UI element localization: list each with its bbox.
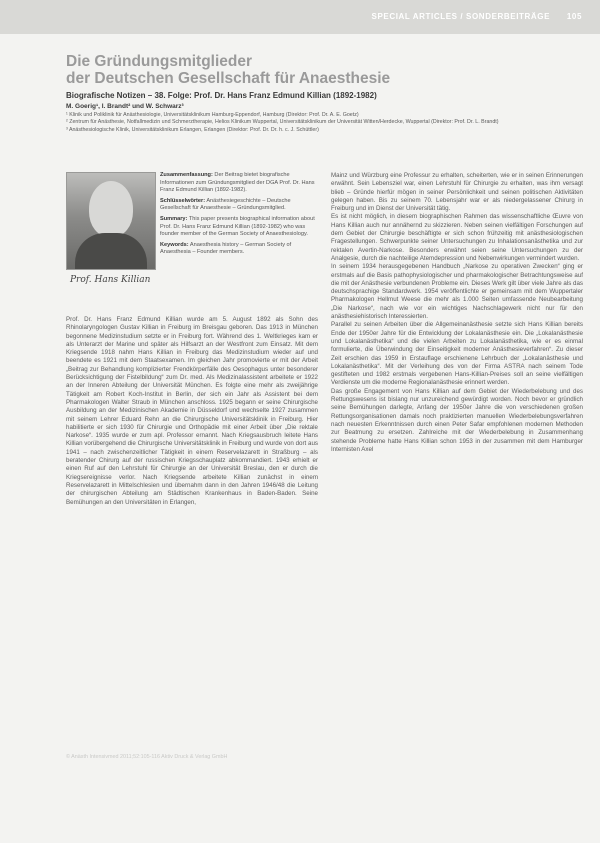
summary-label: Summary:	[160, 215, 188, 222]
title-line-2: der Deutschen Gesellschaft für Anaesthesie	[66, 70, 391, 87]
keywords	[160, 242, 320, 257]
keywords-label: Keywords:	[160, 241, 189, 248]
article-title	[66, 53, 390, 87]
portrait-photo	[66, 172, 156, 270]
body-paragraph: Das große Engagement von Hans Killian auf dem Gebiet der Wiederbelebung und des Rettungswesens ist bislang nur unzureichend gewürdigt worden. Noch bevor er gründlich seine Bemühungen darlegte, Anfang der 1950er Jahre die von verschiedenen großen Rettungsorganisationen damals noch praktizierten manuellen Wiederbelebungsverfahren nach neuesten Erkenntnissen durch einen Peter Safar empfohlenen modernen Methoden zur Beatmung zu ersetzen. Zahlreiche mit der Wiederbelebung in Zusammenhang stehende Probleme hatte Hans Killian schon 1953 in der zusammen mit dem Hamburger Internisten Axel	[331, 387, 583, 453]
title-line-1: Die Gründungsmitglieder	[66, 53, 253, 70]
zusammenfassung-text: Der Beitrag bietet biografische Informationen zum Gründungsmitglied der DGA Prof. Dr. Hans Franz Edmund Killian (1892-1982).	[160, 172, 315, 194]
zusammenfassung-label: Zusammenfassung:	[160, 172, 213, 178]
schluesselwoerter-text: Anästhesiegeschichte – Deutsche Gesellschaft für Anaesthesie – Gründungsmitglied.	[160, 197, 291, 212]
zusammenfassung	[160, 172, 320, 195]
body-paragraph: Es ist nicht möglich, in diesem biographischen Rahmen das wissenschaftliche Œuvre von Hans Killian auch nur annähernd zu skizzieren. Neben seinen vielfältigen Forschungen auf dem Gebiet der Chirurgie beschäftigte er sich schon frühzeitig mit anästhesiologischen Fragestellungen. Schwerpunkte seiner Untersuchungen zu Inhalationsanästhetika und zur rektalen Avertin-Narkose. Besonders erwähnt seien seine Untersuchungen zu der Analgesie, durch die nachteilige Atemdepression und Nebenwirkungen vermindert wurden.	[331, 213, 583, 262]
page-number: 105	[566, 12, 582, 21]
body-left-column	[66, 316, 318, 507]
summary-box	[160, 172, 320, 260]
section-label: SPECIAL ARTICLES / SONDERBEITRÄGE	[371, 12, 551, 21]
summary-en	[160, 216, 320, 239]
keywords-text: Anaesthesia history – German Society of Anaesthesia – Founder members.	[160, 241, 292, 256]
header-bar	[0, 0, 600, 34]
portrait-body-shape	[75, 233, 147, 269]
body-paragraph: Prof. Dr. Hans Franz Edmund Killian wurde am 5. August 1892 als Sohn des Rhinolaryngologen Gustav Killian in Freiburg im Breisgau geboren. Das 1913 in München begonnene Medizinstudium setzte er in Freiburg fort. Während des 1. Weltkrieges kam er als Unterarzt der Marine und später als Hilfsarzt an der Westfront zum Einsatz. Mit dem Kriegsende 1918 nahm Hans Killian in Freiburg das Medizinstudium wieder auf und beendete es 1921 mit dem Staatsexamen. Im gleichen Jahr promovierte er mit der Arbeit „Beitrag zur Behandlung komplizierter Frendkörperfälle des Oesophagus unter besonderer Berücksichtigung der Fistelbildung“ zum Dr. med. Als Medizinalassistent arbeitete er 1922 an der Inneren Abteilung der Universität München. Es folgte eine mehr als zweijährige Tätigkeit am Robert Koch-Institut in Berlin, der sich ein Jahr als Assistent bei dem Pharmakologen Walter Straub in München anschloss. 1925 begann er seine Chirurgische Ausbildung an der Medizinischen Akademie in Düsseldorf und wechselte 1927 zusammen mit seinem Lehrer Eduard Rehn an die Chirurgische Universitätsklinik in Freiburg. Hier habilitierte er sich 1930 für Chirurgie und Orthopädie mit einer Arbeit über „Die rektale Narkose“. 1935 wurde er zum apl. Professor ernannt. Nach Kriegsausbruch leitete Hans Killian vorübergehend die Chirurgische Universitätsklinik in Freiburg und wurde von dort aus 1941 – nach zwischenzeitlicher Tätigkeit in einem Reservelazarett in Straßburg – als beratender Chirurg auf der russischen Kriegsschauplatz abkommandiert. 1943 erhielt er einen Ruf auf den Lehrstuhl für Chirurgie an der Universität Breslau, den er durch die Kriegsereignisse verlor. Nach Kriegsende arbeitete Killian zunächst in einem Reservelazarett in Mittelschlesien und übernahm dann in den Jahren 1946/48 die Leitung der chirurgischen Abteilung am Städtischen Krankenhaus in Baden-Baden. Seine Bemühungen an den Universitäten in Erlangen,	[66, 316, 318, 506]
authors: M. Goerig¹, I. Brandt² und W. Schwarz³	[66, 103, 184, 110]
signature: Prof. Hans Killian	[70, 275, 151, 285]
body-paragraph: In seinem 1934 herausgegebenen Handbuch „Narkose zu operativen Zwecken“ ging er erstmals auf die Basis pathophysiologischer und pharmakologischer Betrachtungsweise auf die mit der Anästhesie verbundenen Probleme ein. Dieses Werk gilt über viele Jahre als das deutschsprachige Standardwerk. 1954 veröffentlichte er gemeinsam mit dem Wuppertaler Pharmakologen Hellmut Weese die mehr als 1.000 Seiten umfassende Neubearbeitung „Die Narkose“, nach wie vor ein wichtiges Nachschlagewerk nicht nur für den anästhesiehistorisch Interessierten.	[331, 263, 583, 321]
running-header	[372, 12, 582, 21]
portrait-head-shape	[89, 181, 133, 237]
affiliations	[66, 112, 586, 134]
affiliation-3: ³ Anästhesiologische Klinik, Universitätsklinikum Erlangen, Erlangen (Direktor: Prof. Dr. Dr. h. c. J. Schüttler)	[66, 126, 319, 133]
schluesselwoerter-label: Schlüsselwörter:	[160, 197, 206, 204]
summary-text: This paper presents biographical information about Prof. Dr. Hans Franz Edmund Killian (1892-1982) who was founder member of the German Society of Anaesthesiology.	[160, 215, 315, 238]
article-subtitle: Biografische Notizen – 38. Folge: Prof. Dr. Hans Franz Edmund Killian (1892-1982)	[66, 91, 377, 100]
page-footer: © Anästh Intensivmed 2011;52:105-116 Aktiv Druck & Verlag GmbH	[66, 754, 228, 760]
body-paragraph: Mainz und Würzburg eine Professur zu erhalten, scheiterten, wie er in seinen Erinnerungen erwähnt. Sein Lebensziel war, einen Lehrstuhl für Chirurgie zu erhalten, was ihm versagt blieb – Gründe hierfür mögen in seiner Persönlichkeit und seinen politischen Aktivitäten gelegen haben. Bis zu seinem 70. Lebensjahr war er als niedergelassener Chirurg in Freiburg und im Dienst der Universität tätig.	[331, 172, 583, 213]
body-paragraph: Parallel zu seinen Arbeiten über die Allgemeinanästhesie setzte sich Hans Killian bereits Ende der 1950er Jahre für die Entwicklung der Lokalanästhesie ein. Die „Lokalanästhesie und Lokalanästhetika“ und die vielen Arbeiten zu Lokalanästhetika, wie er es einmal formulierte, die Überwindung der Einseitigkeit moderner Anästhesieverfahren“. Zu dieser Zeit erschien das 1959 in Erstauflage erschienene Lehrbuch der „Lokalanästhesie und Lokalanästhetika“. Mit der Verleihung des von der Firma ASTRA nach seinem Tode gestifteten und 1982 erstmals vergebenen Hans-Killian-Preises soll an seine vielfältigen Verdienste um die moderne Regionalanästhesie erinnert werden.	[331, 321, 583, 387]
affiliation-2: ² Zentrum für Anästhesie, Notfallmedizin und Schmerztherapie, Helios Klinikum Wuppertal, Universitätsklinikum der Universität Witten/Herdecke, Wuppertal (Direktor: Prof. Dr. L. Brandt)	[66, 119, 499, 126]
body-right-column	[331, 172, 583, 454]
affiliation-1: ¹ Klinik und Poliklinik für Anästhesiologie, Universitätsklinikum Hamburg-Eppendorf, Hamburg (Direktor: Prof. Dr. A. E. Goetz)	[66, 112, 359, 118]
schluesselwoerter	[160, 198, 320, 213]
